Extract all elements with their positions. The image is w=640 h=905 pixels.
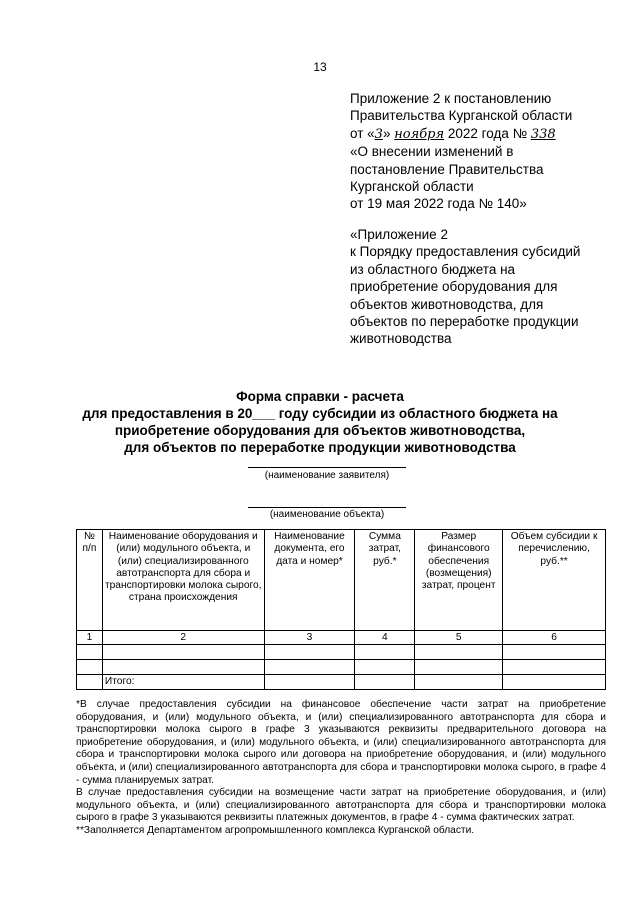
footnote-department: **Заполняется Департаментом агропромышленного комплекса Курганской области. bbox=[76, 824, 475, 836]
table-cell bbox=[415, 645, 503, 660]
table-cell bbox=[355, 660, 415, 675]
title-line: приобретение оборудования для объектов животноводства, bbox=[114, 423, 526, 438]
table-cell bbox=[264, 660, 355, 675]
column-header: Наименование документа, его дата и номер* bbox=[264, 530, 355, 631]
table-cell bbox=[415, 675, 503, 690]
table-cell bbox=[415, 660, 503, 675]
header-date-prefix: от « bbox=[350, 125, 375, 141]
header-line: Правительства Курганской области bbox=[350, 108, 573, 124]
column-number: 1 bbox=[77, 631, 103, 645]
table-header-row bbox=[77, 530, 606, 631]
annex-line: к Порядку предоставления субсидий bbox=[350, 244, 581, 260]
header-line: Курганской области bbox=[350, 179, 474, 195]
header-date-year: 2022 года № bbox=[447, 125, 528, 141]
header-date-line bbox=[350, 125, 572, 143]
column-header: Объем субсидии к перечислению, руб.** bbox=[503, 530, 606, 631]
handwritten-month: ноября bbox=[394, 126, 445, 142]
handwritten-day: 3 bbox=[374, 126, 383, 142]
handwritten-number: 338 bbox=[530, 126, 556, 142]
column-number: 2 bbox=[102, 631, 264, 645]
title-line: для предоставления в 20___ году субсидии из областного бюджета на bbox=[82, 406, 558, 421]
table-cell bbox=[503, 675, 606, 690]
table-row bbox=[77, 645, 606, 660]
calculation-table bbox=[76, 529, 606, 690]
applicant-caption: (наименование заявителя) bbox=[264, 470, 390, 481]
object-blank-line bbox=[248, 507, 406, 508]
table-row bbox=[77, 660, 606, 675]
resolution-header bbox=[350, 90, 572, 213]
column-header: № п/п bbox=[77, 530, 103, 631]
annex-line: «Приложение 2 bbox=[350, 227, 448, 242]
table-cell bbox=[503, 660, 606, 675]
header-line: «О внесении изменений в bbox=[350, 144, 514, 160]
table-cell bbox=[355, 675, 415, 690]
footnotes bbox=[76, 699, 606, 838]
table-cell bbox=[77, 675, 103, 690]
column-number: 5 bbox=[415, 631, 503, 645]
header-line: от 19 мая 2022 года № 140» bbox=[350, 196, 527, 212]
title-line: Форма справки - расчета bbox=[236, 389, 404, 404]
table-cell bbox=[264, 675, 355, 690]
annex-line: из областного бюджета на bbox=[350, 261, 516, 277]
total-row bbox=[77, 675, 606, 690]
table-cell bbox=[102, 660, 264, 675]
footnote-planned: *В случае предоставления субсидии на финансовое обеспечение части затрат на приобретение оборудования, и (или) модульного объекта, и (или) специализированного автотранспорта для сбора и транспортировки молока сырого в графе 3 указываются реквизиты предварительного договора на приобретение оборудования, и (или) модульного объекта, и (или) специализированного автотранспорта для сбора и транспортировки молока сырого или договора на приобретение оборудования, и (или) модульного объекта, и (или) специализированного автотранспорта для сбора и транспортировки молока сырого, в графе 4 - сумма планируемых затрат. bbox=[76, 699, 606, 786]
table-cell bbox=[264, 645, 355, 660]
column-header: Наименование оборудования и (или) модульного объекта, и (или) специализированного автотранспорта для сбора и транспортировки молока сырого, страна происхождения bbox=[102, 530, 264, 631]
column-number: 3 bbox=[264, 631, 355, 645]
column-header: Сумма затрат, руб.* bbox=[355, 530, 415, 631]
column-header: Размер финансового обеспечения (возмещения) затрат, процент bbox=[415, 530, 503, 631]
total-label: Итого: bbox=[102, 675, 264, 690]
annex-header bbox=[350, 226, 580, 348]
page-number: 13 bbox=[313, 60, 327, 74]
annex-line: приобретение оборудования для bbox=[350, 279, 558, 295]
table-cell bbox=[77, 660, 103, 675]
table-cell bbox=[503, 645, 606, 660]
footnote-actual: В случае предоставления субсидии на возмещение части затрат на приобретение оборудования, и (или) модульного объекта, и (или) специализированного автотранспорта для сбора и транспортировки молока сырого в графе 3 указываются реквизиты платежных документов, в графе 4 - сумма фактических затрат. bbox=[76, 787, 606, 824]
title-line: для объектов по переработке продукции животноводства bbox=[124, 440, 516, 455]
table-cell bbox=[77, 645, 103, 660]
annex-line: объектов животноводства, для bbox=[350, 296, 544, 312]
applicant-blank-line bbox=[248, 467, 406, 468]
header-date-mid: » bbox=[382, 125, 391, 141]
header-line: Приложение 2 к постановлению bbox=[350, 91, 552, 106]
annex-line: животноводства bbox=[350, 331, 452, 347]
table-cell bbox=[355, 645, 415, 660]
column-number: 4 bbox=[355, 631, 415, 645]
form-title bbox=[0, 388, 640, 456]
column-number-row bbox=[77, 631, 606, 645]
table-cell bbox=[102, 645, 264, 660]
header-line: постановление Правительства bbox=[350, 161, 544, 177]
annex-line: объектов по переработке продукции bbox=[350, 314, 579, 330]
column-number: 6 bbox=[503, 631, 606, 645]
object-caption: (наименование объекта) bbox=[269, 509, 385, 520]
